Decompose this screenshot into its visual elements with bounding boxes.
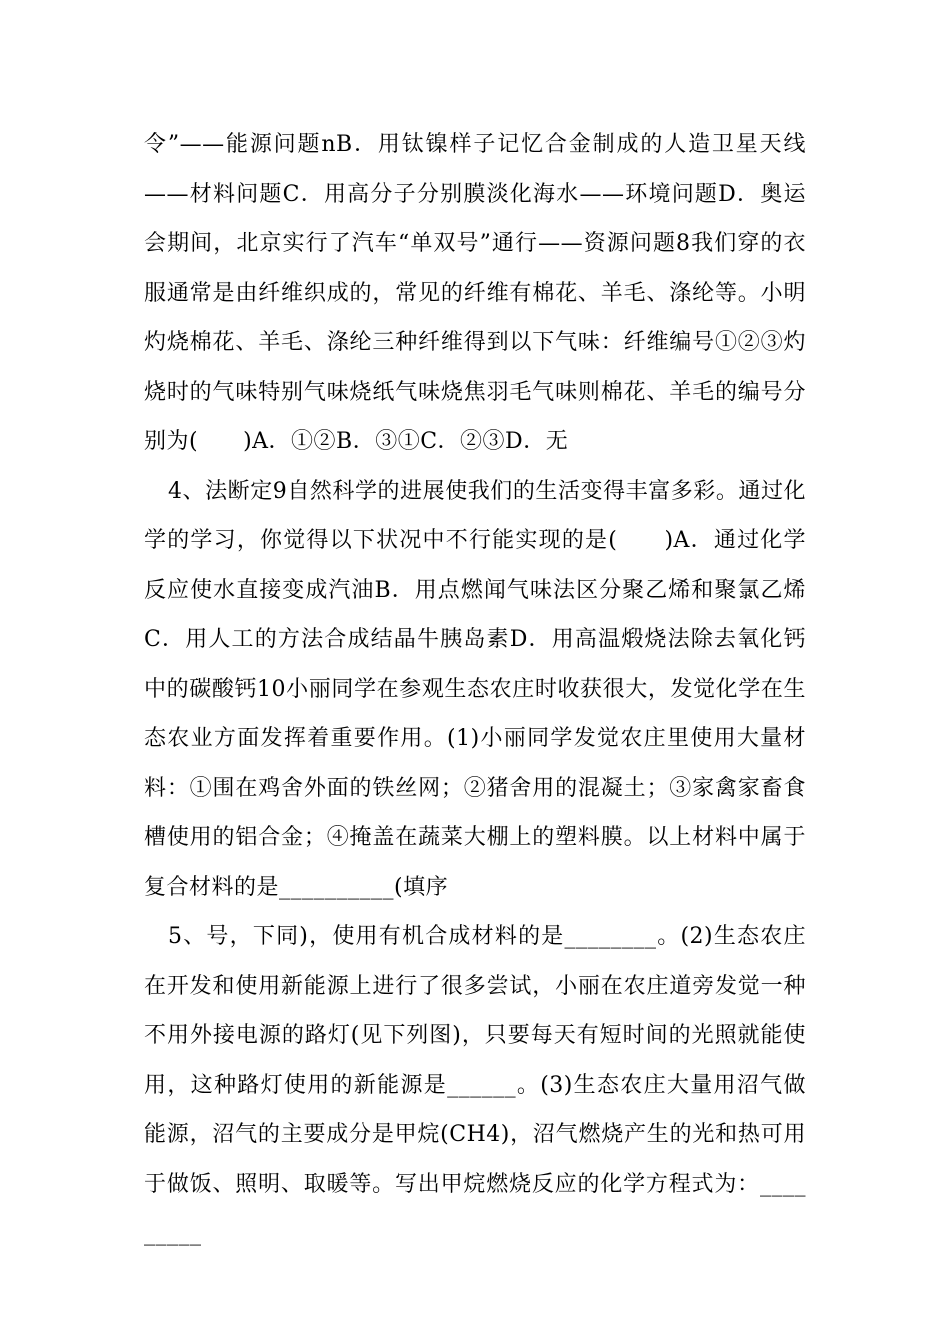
document-body bbox=[144, 120, 806, 1259]
paragraph-item-5: 5、号，下同)，使用有机合成材料的是________。(2)生态农庄在开发和使用新能源上进行了很多尝试，小丽在农庄道旁发觉一种不用外接电源的路灯(见下列图)，只要每天有短时间的光照就能使用，这种路灯使用的新能源是______。(3)生态农庄大量用沼气做能源，沼气的主要成分是甲烷(CH4)，沼气燃烧产生的光和热可用于做饭、照明、取暖等。写出甲烷燃烧反应的化学方程式为：_________ bbox=[144, 924, 806, 1246]
paragraph-continuation: 令”——能源问题nB．用钛镍样子记忆合金制成的人造卫星天线——材料问题C．用高分子分别膜淡化海水——环境问题D．奥运会期间，北京实行了汽车“单双号”通行——资源问题8我们穿的衣服通常是由纤维织成的，常见的纤维有棉花、羊毛、涤纶等。小明灼烧棉花、羊毛、涤纶三种纤维得到以下气味：纤维编号①②③灼烧时的气味特别气味烧纸气味烧焦羽毛气味则棉花、羊毛的编号分别为( )A．①②B．③①C．②③D．无 bbox=[144, 132, 806, 454]
paragraph-item-4: 4、法断定9自然科学的进展使我们的生活变得丰富多彩。通过化学的学习，你觉得以下状况中不行能实现的是( )A．通过化学反应使水直接变成汽油B．用点燃闻气味法区分聚乙烯和聚氯乙烯C．用人工的方法合成结晶牛胰岛素D．用高温煅烧法除去氧化钙中的碳酸钙10小丽同学在参观生态农庄时收获很大，发觉化学在生态农业方面发挥着重要作用。(1)小丽同学发觉农庄里使用大量材料：①围在鸡舍外面的铁丝网；②猪舍用的混凝土；③家禽家畜食槽使用的铝合金；④掩盖在蔬菜大棚上的塑料膜。以上材料中属于复合材料的是__________(填序 bbox=[144, 478, 806, 900]
